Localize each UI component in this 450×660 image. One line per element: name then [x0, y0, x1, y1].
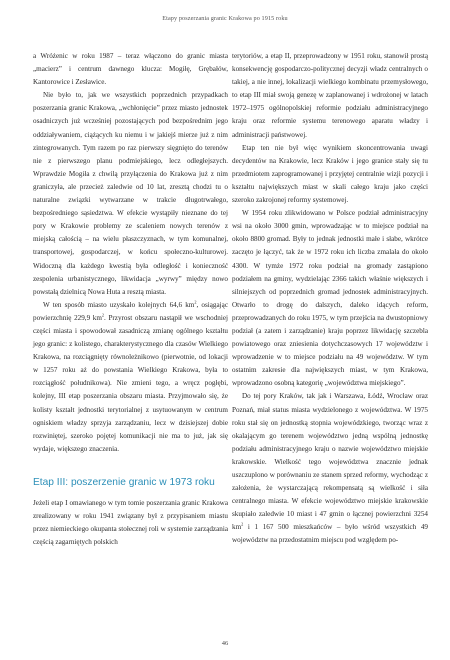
- right-column: [232, 50, 428, 548]
- superscript: 2: [101, 312, 105, 318]
- paragraph: W 1954 roku zlikwidowano w Polsce podział administracyjny wsi na około 3000 gmin, wprowadzając w to miejsce podział na około 8800 gromad. Były to jednak jednostki małe i słabe, wkrótce zaczęto je łączyć, tak że w 1972 roku ich liczba zmalała do około 4300. W tymże 1972 roku podział na gromady zastąpiono podziałem na gminy, wydzielając 2366 takich właśnie większych i silniejszych od poprzednich gromad jednostek administracyjnych. Otwarło to drogę do dalszych, daleko idących reform, przeprowadzanych do roku 1975, w tym przejścia na dwustopniowy podział (a zatem i zarządzanie) kraju poprzez likwidację szczebla powiatowego oraz zniesienia dotychczasowych 17 województw i wprowadzenie w to miejsce podziału na 49 województw. W tym ostatnim zakresie dla największych miast, w tym Krakowa, wprowadzono osobną kategorię „województwa miejskiego”.: [232, 209, 428, 388]
- paragraph: Do tej pory Kraków, tak jak i Warszawa, Łódź, Wrocław oraz Poznań, miał status miasta wydzielonego z województwa. W 1975 roku stał się on jednostką stopnia wojewódzkiego, tworząc wraz z okalającym go terenem województwo jedną wspólną jednostkę podziału administracyjnego kraju o nazwie województwo miejskie krakowskie. Wielkość tego województwa znacznie jednak uszczuplono w porównaniu ze stanem sprzed reformy, wychodząc z założenia, że wystarczającą rekompensatą są wielkość i siła centralnego miasta. W efekcie województwo miejskie krakowskie skupiało zaledwie 10 miast i 47 gmin o łącznej powierzchni 3254 $km^2$ i 1 167 500 mieszkańców – było wśród wszystkich 49 województw na przedostatnim miejscu pod względem po-: [232, 392, 428, 545]
- superscript: 2: [241, 522, 244, 527]
- paragraph: Etap ten nie był więc wynikiem skoncentrowania uwagi decydentów na Krakowie, lecz Kraków i jego granice stały się tu przedmiotem zaprogramowanej i przyjętej centralnie wizji pozycji i kształtu największych miast w skali całego kraju jako części szeroko zakrojonej reformy systemowej.: [232, 143, 428, 205]
- page-number: 46: [221, 640, 229, 647]
- paragraph: W ten sposób miasto uzyskało kolejnych 64,6 $km^2$, osiągając powierzchnię 229,9 $km^2$. Przyrost obszaru nastąpił we wschodniej części miasta i spowodował zasadniczą zmianę ogólnego kształtu jego granic: z kolistego, charakterystycznego dla czasów Wielkiego Krakowa, na rozciągnięty równoleżnikowo (pierwotnie, od lokacji w 1257 roku aż do powstania Wielkiego Krakowa, była to rozciągłość południkowa). Nie zmieni tego, a wręcz pogłębi, kolejny, III etap poszerzania obszaru miasta. Przyjmowało się, że kolisty kształt jednostki terytorialnej z usytuowanym w centrum ogniskiem władzy sprzyja zarządzaniu, lecz w dzisiejszej dobie rozwiniętej, szeroko pojętej komunikacji nie ma to już, jak się wydaje, większego znaczenia.: [33, 299, 228, 453]
- paragraph: Nie było to, jak we wszystkich poprzednich przypadkach poszerzania granic Krakowa, „wchłonięcie” przez miasto jednostek osadniczych już wcześniej pozostających pod bezpośrednim jego oddziaływaniem, ciążących ku niemu i w jakiejś mierze już z nim zintegrowanych. Tym razem po raz pierwszy sięgnięto do terenów nie z pierwszego planu podmiejskiego, lecz odległejszych. Wprawdzie Mogiła z chwilą przyłączenia do Krakowa już z nim graniczyła, ale przecież zaledwie od 10 lat, zresztą chodzi tu o naturalne związki wytwarzane w trakcie długotrwałego, bezpośredniego sąsiedztwa. W efekcie wystąpiły nieznane do tej pory w Krakowie problemy ze scaleniem nowych terenów z miejską całością – na wielu płaszczyznach, w tym komunalnej, transportowej, gospodarczej, w końcu społeczno-kulturowej. Widoczną dla każdego kwestią była odległość i konieczność zespolenia urbanistycznego, likwidacja „wyrwy” między nowo powstałą dzielnicą Nowa Huta a resztą miasta.: [33, 91, 228, 296]
- section-heading: Etap III: poszerzenie granic w 1973 roku: [33, 476, 215, 488]
- paragraph: terytoriów, a etap II, przeprowadzony w 1951 roku, stanowił prostą konsekwencję gospodarczo-politycznej decyzji władz centralnych o takiej, a nie innej, lokalizacji wielkiego kombinatu przemysłowego, to etap III miał swoją genezę w zaplanowanej i wdrożonej w latach 1972–1975 ogólnopolskiej reformie podziału administracyjnego kraju oraz reformie systemu terenowego aparatu władzy i administracji państwowej.: [232, 52, 428, 139]
- paragraph: a Wróżenic w roku 1987 – teraz włączono do granic miasta „macierz” i centrum dawnego klucza: Mogiłę, Grębałów, Kantorowice i Zesławice.: [33, 52, 228, 87]
- left-column: [33, 50, 228, 549]
- running-head: Etapy poszerzania granic Krakowa po 1915 roku: [162, 15, 288, 22]
- superscript: 2: [194, 299, 197, 305]
- paragraph: Jeżeli etap I omawianego w tym tomie poszerzania granic Krakowa zrealizowany w roku 1941 związany był z przypisaniem miastu przez niemieckiego okupanta stołecznej roli w systemie zarządzania częścią zagarniętych polskich: [33, 498, 228, 547]
